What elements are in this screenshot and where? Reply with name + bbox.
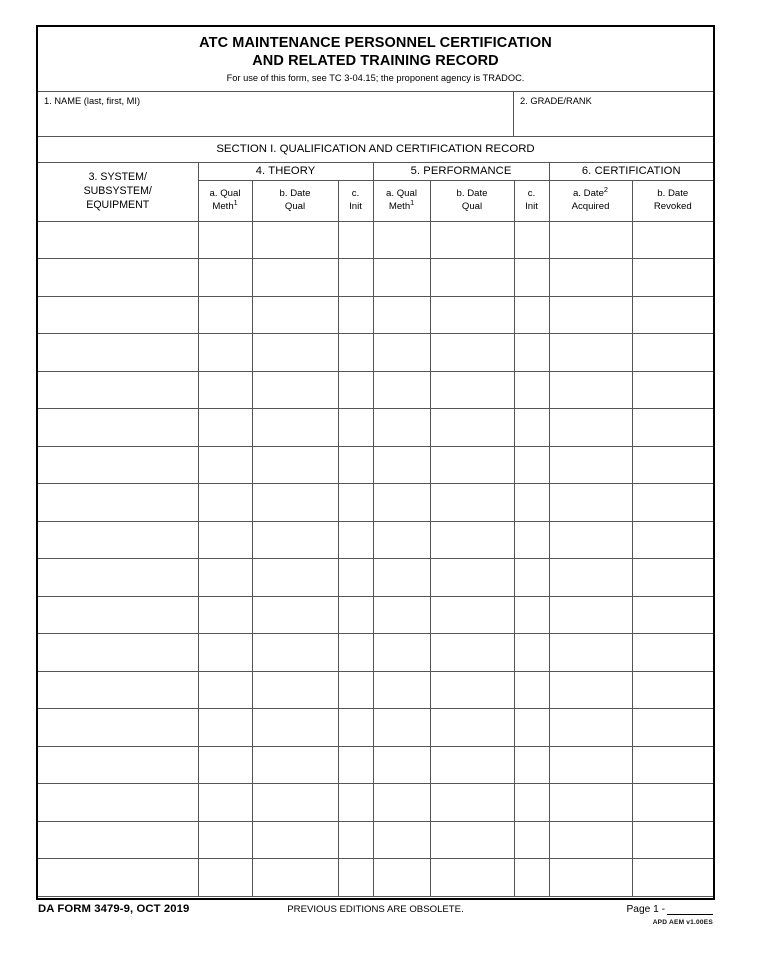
- table-row: [38, 521, 713, 559]
- footer-page-number: [626, 904, 713, 915]
- cell-perf-date-qual[interactable]: [430, 521, 514, 559]
- form-footer: [36, 903, 715, 937]
- cell-cert-date-revoked[interactable]: [632, 409, 713, 447]
- cell-theory-init[interactable]: [338, 596, 373, 634]
- cell-theory-init[interactable]: [338, 784, 373, 822]
- cell-perf-qual-meth[interactable]: [373, 371, 430, 409]
- cell-theory-qual-meth[interactable]: [198, 371, 252, 409]
- cell-perf-qual-meth[interactable]: [373, 334, 430, 372]
- cell-cert-date-revoked[interactable]: [632, 671, 713, 709]
- cell-system[interactable]: [38, 746, 198, 784]
- table-row: [38, 596, 713, 634]
- cell-theory-date-qual[interactable]: [252, 859, 338, 897]
- footer-page-label: Page 1 -: [626, 904, 665, 915]
- cell-theory-init[interactable]: [338, 821, 373, 859]
- cell-perf-init[interactable]: [514, 334, 549, 372]
- cell-theory-init[interactable]: [338, 371, 373, 409]
- cell-theory-date-qual[interactable]: [252, 784, 338, 822]
- table-row: [38, 221, 713, 259]
- col-group-performance: 5. PERFORMANCE: [373, 163, 549, 181]
- cert-date-acquired-footnote-ref: 2: [603, 184, 609, 194]
- cell-cert-date-acquired[interactable]: [549, 559, 632, 597]
- cell-system[interactable]: [38, 709, 198, 747]
- cell-perf-date-qual[interactable]: [430, 784, 514, 822]
- table-row: [38, 784, 713, 822]
- cell-theory-qual-meth[interactable]: [198, 221, 252, 259]
- theory-qual-meth-line-1: a. Qual: [209, 187, 241, 199]
- cell-cert-date-acquired[interactable]: [549, 371, 632, 409]
- cell-system[interactable]: [38, 784, 198, 822]
- cell-cert-date-acquired[interactable]: [549, 821, 632, 859]
- cell-perf-init[interactable]: [514, 596, 549, 634]
- cell-cert-date-revoked[interactable]: [632, 859, 713, 897]
- name-field[interactable]: [38, 92, 514, 136]
- cell-cert-date-acquired[interactable]: [549, 784, 632, 822]
- cell-theory-qual-meth[interactable]: [198, 709, 252, 747]
- perf-date-qual-line-1: b. Date: [456, 187, 488, 199]
- cell-perf-date-qual[interactable]: [430, 859, 514, 897]
- cell-cert-date-revoked[interactable]: [632, 296, 713, 334]
- cell-perf-init[interactable]: [514, 409, 549, 447]
- cell-perf-init[interactable]: [514, 784, 549, 822]
- cell-perf-init[interactable]: [514, 259, 549, 297]
- table-row: [38, 446, 713, 484]
- cell-theory-init[interactable]: [338, 859, 373, 897]
- table-row: [38, 821, 713, 859]
- cell-perf-qual-meth[interactable]: [373, 784, 430, 822]
- cell-theory-qual-meth[interactable]: [198, 334, 252, 372]
- identity-row: [38, 92, 713, 137]
- cert-date-acquired-line-2: Acquired: [571, 200, 610, 212]
- cell-theory-date-qual[interactable]: [252, 746, 338, 784]
- col-header-cert-date-acquired: [549, 180, 632, 221]
- cell-theory-init[interactable]: [338, 221, 373, 259]
- cell-perf-init[interactable]: [514, 671, 549, 709]
- col-header-perf-qual-meth: [373, 180, 430, 221]
- form-subtitle: For use of this form, see TC 3-04.15; the proponent agency is TRADOC.: [226, 73, 525, 84]
- cell-system[interactable]: [38, 821, 198, 859]
- footer-previous-editions: PREVIOUS EDITIONS ARE OBSOLETE.: [287, 904, 464, 915]
- name-label: 1. NAME (last, first, MI): [44, 95, 141, 106]
- cell-cert-date-revoked[interactable]: [632, 709, 713, 747]
- cell-theory-qual-meth[interactable]: [198, 259, 252, 297]
- cell-theory-init[interactable]: [338, 709, 373, 747]
- col-header-cert-date-revoked: [632, 180, 713, 221]
- cell-cert-date-revoked[interactable]: [632, 634, 713, 672]
- cell-cert-date-revoked[interactable]: [632, 334, 713, 372]
- cell-perf-qual-meth[interactable]: [373, 259, 430, 297]
- cell-perf-qual-meth[interactable]: [373, 484, 430, 522]
- table-row: [38, 409, 713, 447]
- cell-cert-date-revoked[interactable]: [632, 484, 713, 522]
- theory-qual-meth-line-2: Meth: [212, 200, 234, 212]
- cell-cert-date-acquired[interactable]: [549, 596, 632, 634]
- table-row: [38, 859, 713, 897]
- cell-perf-qual-meth[interactable]: [373, 521, 430, 559]
- cell-theory-init[interactable]: [338, 446, 373, 484]
- table-row: [38, 296, 713, 334]
- cell-system[interactable]: [38, 671, 198, 709]
- cell-perf-init[interactable]: [514, 521, 549, 559]
- cell-perf-init[interactable]: [514, 221, 549, 259]
- cell-theory-init[interactable]: [338, 634, 373, 672]
- col-header-perf-init: [514, 180, 549, 221]
- table-row: [38, 746, 713, 784]
- cell-perf-date-qual[interactable]: [430, 709, 514, 747]
- perf-init-line-2: Init: [525, 200, 538, 212]
- cell-cert-date-revoked[interactable]: [632, 446, 713, 484]
- col-header-system-line-3: EQUIPMENT: [86, 198, 150, 211]
- section-banner: [38, 137, 713, 163]
- cell-cert-date-acquired[interactable]: [549, 484, 632, 522]
- form-title-block: [38, 27, 713, 92]
- col-header-theory-qual-meth: [198, 180, 252, 221]
- cell-perf-qual-meth[interactable]: [373, 671, 430, 709]
- theory-date-qual-line-2: Qual: [284, 200, 306, 212]
- cell-theory-qual-meth[interactable]: [198, 746, 252, 784]
- cell-theory-date-qual[interactable]: [252, 709, 338, 747]
- cell-perf-qual-meth[interactable]: [373, 409, 430, 447]
- cell-cert-date-acquired[interactable]: [549, 296, 632, 334]
- cell-system[interactable]: [38, 559, 198, 597]
- cell-cert-date-revoked[interactable]: [632, 221, 713, 259]
- cell-cert-date-revoked[interactable]: [632, 559, 713, 597]
- cell-theory-qual-meth[interactable]: [198, 821, 252, 859]
- cell-cert-date-acquired[interactable]: [549, 709, 632, 747]
- cert-date-revoked-line-2: Revoked: [653, 200, 692, 212]
- cell-perf-init[interactable]: [514, 709, 549, 747]
- cell-theory-date-qual[interactable]: [252, 371, 338, 409]
- cell-perf-date-qual[interactable]: [430, 221, 514, 259]
- cell-theory-date-qual[interactable]: [252, 296, 338, 334]
- cell-system[interactable]: [38, 446, 198, 484]
- cell-theory-date-qual[interactable]: [252, 521, 338, 559]
- cell-theory-date-qual[interactable]: [252, 596, 338, 634]
- table-group-header-row: [38, 163, 713, 181]
- cell-cert-date-revoked[interactable]: [632, 746, 713, 784]
- cell-cert-date-acquired[interactable]: [549, 221, 632, 259]
- theory-qual-meth-footnote-ref: 1: [233, 197, 238, 207]
- cell-theory-date-qual[interactable]: [252, 221, 338, 259]
- cell-perf-date-qual[interactable]: [430, 596, 514, 634]
- cell-system[interactable]: [38, 484, 198, 522]
- cert-date-acquired-line-1: a. Date: [572, 187, 604, 199]
- cell-cert-date-acquired[interactable]: [549, 671, 632, 709]
- cell-theory-init[interactable]: [338, 259, 373, 297]
- table-row: [38, 259, 713, 297]
- section-banner-label: SECTION I. QUALIFICATION AND CERTIFICATION RECORD: [216, 143, 535, 156]
- cell-cert-date-acquired[interactable]: [549, 259, 632, 297]
- cell-perf-date-qual[interactable]: [430, 446, 514, 484]
- cell-theory-date-qual[interactable]: [252, 446, 338, 484]
- qualification-table: [38, 163, 713, 897]
- cell-theory-qual-meth[interactable]: [198, 521, 252, 559]
- col-group-theory: 4. THEORY: [198, 163, 373, 181]
- cell-theory-qual-meth[interactable]: [198, 859, 252, 897]
- cell-theory-qual-meth[interactable]: [198, 634, 252, 672]
- footer-apd-version: APD AEM v1.00ES: [652, 919, 713, 926]
- cell-theory-init[interactable]: [338, 746, 373, 784]
- cell-perf-qual-meth[interactable]: [373, 634, 430, 672]
- table-row: [38, 559, 713, 597]
- perf-qual-meth-line-2: Meth: [388, 200, 411, 212]
- col-header-theory-date-qual: [252, 180, 338, 221]
- cell-system[interactable]: [38, 371, 198, 409]
- cell-perf-init[interactable]: [514, 296, 549, 334]
- col-header-system-line-2: SUBSYSTEM/: [83, 184, 152, 197]
- cell-perf-qual-meth[interactable]: [373, 559, 430, 597]
- cell-theory-date-qual[interactable]: [252, 671, 338, 709]
- perf-init-line-1: c.: [527, 187, 536, 199]
- cell-system[interactable]: [38, 634, 198, 672]
- grade-rank-label: 2. GRADE/RANK: [520, 95, 592, 106]
- cert-date-revoked-line-1: b. Date: [657, 187, 689, 199]
- theory-init-line-2: Init: [349, 200, 362, 212]
- cell-theory-qual-meth[interactable]: [198, 559, 252, 597]
- cell-perf-date-qual[interactable]: [430, 671, 514, 709]
- cell-perf-init[interactable]: [514, 746, 549, 784]
- cell-system[interactable]: [38, 259, 198, 297]
- perf-date-qual-line-2: Qual: [461, 200, 483, 212]
- cell-perf-date-qual[interactable]: [430, 821, 514, 859]
- cell-perf-qual-meth[interactable]: [373, 596, 430, 634]
- cell-theory-date-qual[interactable]: [252, 821, 338, 859]
- cell-theory-init[interactable]: [338, 296, 373, 334]
- theory-date-qual-line-1: b. Date: [279, 187, 311, 199]
- cell-system[interactable]: [38, 334, 198, 372]
- cell-system[interactable]: [38, 596, 198, 634]
- cell-theory-qual-meth[interactable]: [198, 596, 252, 634]
- cell-theory-init[interactable]: [338, 334, 373, 372]
- cell-cert-date-acquired[interactable]: [549, 446, 632, 484]
- cell-system[interactable]: [38, 409, 198, 447]
- cell-system[interactable]: [38, 521, 198, 559]
- cell-theory-qual-meth[interactable]: [198, 484, 252, 522]
- cell-cert-date-revoked[interactable]: [632, 371, 713, 409]
- cell-cert-date-revoked[interactable]: [632, 521, 713, 559]
- cell-theory-init[interactable]: [338, 409, 373, 447]
- cell-perf-qual-meth[interactable]: [373, 746, 430, 784]
- cell-perf-qual-meth[interactable]: [373, 709, 430, 747]
- cell-perf-init[interactable]: [514, 859, 549, 897]
- table-body: [38, 221, 713, 896]
- perf-qual-meth-line-1: a. Qual: [386, 187, 417, 199]
- table-row: [38, 671, 713, 709]
- cell-cert-date-revoked[interactable]: [632, 821, 713, 859]
- cell-perf-qual-meth[interactable]: [373, 296, 430, 334]
- cell-perf-date-qual[interactable]: [430, 371, 514, 409]
- cell-perf-init[interactable]: [514, 634, 549, 672]
- cell-cert-date-acquired[interactable]: [549, 521, 632, 559]
- cell-theory-init[interactable]: [338, 521, 373, 559]
- cell-cert-date-revoked[interactable]: [632, 784, 713, 822]
- cell-perf-qual-meth[interactable]: [373, 446, 430, 484]
- cell-cert-date-revoked[interactable]: [632, 259, 713, 297]
- perf-qual-meth-footnote-ref: 1: [410, 197, 415, 207]
- col-header-system-line-1: 3. SYSTEM/: [88, 170, 147, 183]
- cell-system[interactable]: [38, 296, 198, 334]
- cell-system[interactable]: [38, 221, 198, 259]
- cell-theory-qual-meth[interactable]: [198, 409, 252, 447]
- cell-perf-date-qual[interactable]: [430, 634, 514, 672]
- col-header-system: [38, 163, 198, 222]
- cell-cert-date-revoked[interactable]: [632, 596, 713, 634]
- col-group-certification: 6. CERTIFICATION: [549, 163, 713, 181]
- grade-rank-field[interactable]: [514, 92, 713, 136]
- table-row: [38, 484, 713, 522]
- cell-theory-init[interactable]: [338, 671, 373, 709]
- col-header-theory-init: [338, 180, 373, 221]
- table-row: [38, 634, 713, 672]
- cell-cert-date-acquired[interactable]: [549, 859, 632, 897]
- cell-cert-date-acquired[interactable]: [549, 334, 632, 372]
- cell-theory-date-qual[interactable]: [252, 259, 338, 297]
- cell-perf-init[interactable]: [514, 371, 549, 409]
- table-row: [38, 371, 713, 409]
- cell-perf-init[interactable]: [514, 559, 549, 597]
- cell-theory-init[interactable]: [338, 559, 373, 597]
- cell-perf-qual-meth[interactable]: [373, 859, 430, 897]
- cell-theory-date-qual[interactable]: [252, 634, 338, 672]
- cell-perf-date-qual[interactable]: [430, 746, 514, 784]
- cell-perf-date-qual[interactable]: [430, 296, 514, 334]
- cell-perf-date-qual[interactable]: [430, 484, 514, 522]
- cell-perf-init[interactable]: [514, 821, 549, 859]
- col-header-perf-date-qual: [430, 180, 514, 221]
- cell-perf-init[interactable]: [514, 446, 549, 484]
- cell-perf-date-qual[interactable]: [430, 559, 514, 597]
- cell-theory-qual-meth[interactable]: [198, 296, 252, 334]
- cell-perf-qual-meth[interactable]: [373, 821, 430, 859]
- cell-perf-date-qual[interactable]: [430, 334, 514, 372]
- cell-theory-date-qual[interactable]: [252, 484, 338, 522]
- form-frame: [36, 25, 715, 900]
- cell-cert-date-acquired[interactable]: [549, 409, 632, 447]
- cell-perf-qual-meth[interactable]: [373, 221, 430, 259]
- form-title-line-1: ATC MAINTENANCE PERSONNEL CERTIFICATION: [199, 35, 552, 51]
- cell-theory-qual-meth[interactable]: [198, 671, 252, 709]
- cell-perf-date-qual[interactable]: [430, 259, 514, 297]
- theory-init-line-1: c.: [351, 187, 360, 199]
- cell-system[interactable]: [38, 859, 198, 897]
- cell-theory-date-qual[interactable]: [252, 559, 338, 597]
- table-head: [38, 163, 713, 222]
- cell-theory-date-qual[interactable]: [252, 334, 338, 372]
- cell-theory-qual-meth[interactable]: [198, 784, 252, 822]
- cell-perf-init[interactable]: [514, 484, 549, 522]
- table-row: [38, 709, 713, 747]
- cell-theory-qual-meth[interactable]: [198, 446, 252, 484]
- cell-theory-init[interactable]: [338, 484, 373, 522]
- cell-theory-date-qual[interactable]: [252, 409, 338, 447]
- cell-perf-date-qual[interactable]: [430, 409, 514, 447]
- footer-page-rule[interactable]: [667, 904, 713, 915]
- form-title-line-2: AND RELATED TRAINING RECORD: [252, 52, 499, 69]
- table-row: [38, 334, 713, 372]
- footer-form-id: DA FORM 3479-9, OCT 2019: [38, 903, 190, 915]
- cell-cert-date-acquired[interactable]: [549, 634, 632, 672]
- cell-cert-date-acquired[interactable]: [549, 746, 632, 784]
